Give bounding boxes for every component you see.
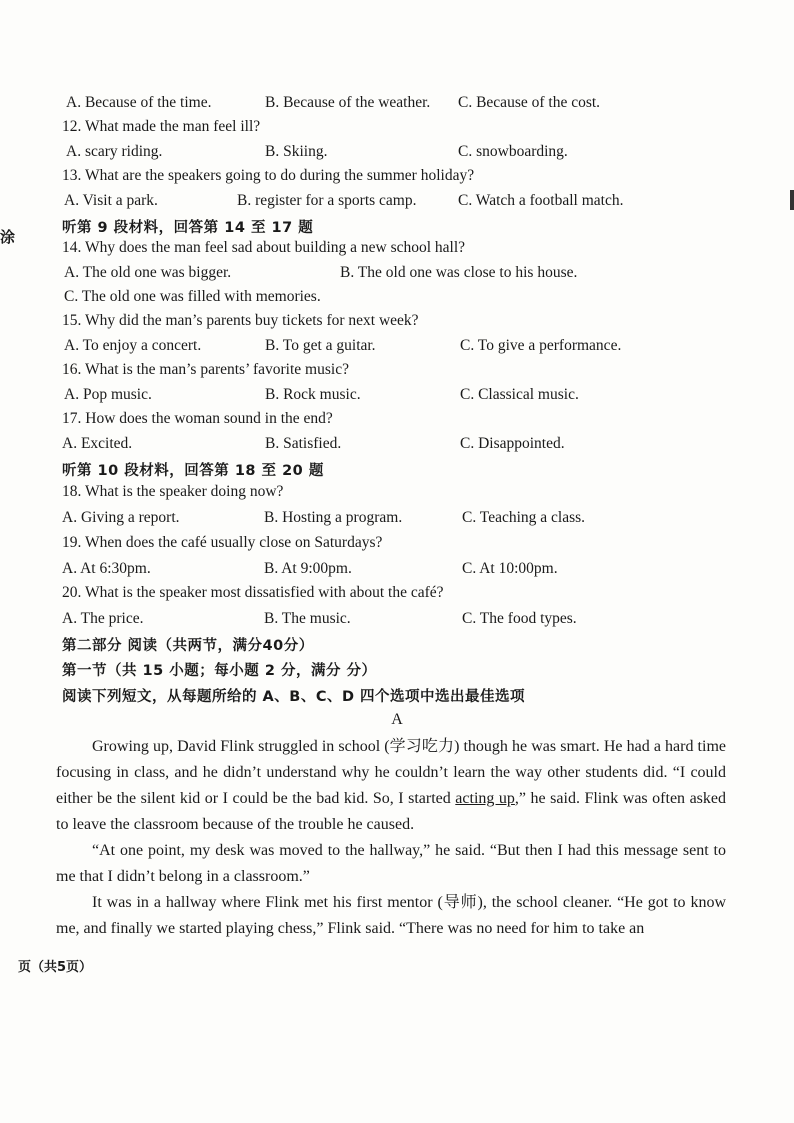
option-a: A. Visit a park.	[64, 192, 158, 209]
passage-paragraph-2: “At one point, my desk was moved to the hallway,” he said. “But then I had this message sent to me that I didn’t belong in a classroom.”	[56, 842, 726, 885]
option-a: A. At 6:30pm.	[62, 560, 151, 577]
option-c: C. Disappointed.	[460, 435, 565, 452]
option-c: C. Watch a football match.	[458, 192, 624, 209]
option-b: B. Because of the weather.	[265, 94, 431, 111]
option-c: C. The food types.	[462, 610, 577, 627]
option-c: C. Teaching a class.	[462, 509, 586, 526]
section-1-heading: 第一节（共 15 小题；每小题 2 分，满分 分）	[62, 663, 377, 679]
paragraph-1-text-end: ,” he said. Flink was often asked to leave the classroom because of the trouble he caused.	[56, 790, 727, 833]
option-b: B. The old one was close to his house.	[340, 264, 578, 281]
q13-options	[0, 192, 794, 214]
q16-options	[0, 386, 794, 408]
q17-options	[0, 435, 794, 457]
option-c: C. Classical music.	[460, 386, 579, 403]
option-a: A. To enjoy a concert.	[64, 337, 202, 354]
question-14: 14. Why does the man feel sad about building a new school hall?	[62, 239, 466, 256]
option-a: A. The price.	[62, 610, 144, 627]
passage-paragraph-3: It was in a hallway where Flink met his first mentor (导师), the school cleaner. “He got to know me, and finally we started playing chess,” Flink said. “There was no need for him to take an	[56, 894, 726, 937]
option-a: A. The old one was bigger.	[64, 264, 232, 281]
q19-options	[0, 560, 794, 582]
option-a: A. Excited.	[62, 435, 133, 452]
option-c: C. snowboarding.	[458, 143, 568, 160]
option-b: B. To get a guitar.	[265, 337, 376, 354]
option-c: C. At 10:00pm.	[462, 560, 558, 577]
option-b: B. register for a sports camp.	[237, 192, 417, 209]
passage-paragraph-1	[56, 734, 726, 838]
option-c: C. The old one was filled with memories.	[64, 288, 321, 305]
question-15: 15. Why did the man’s parents buy tickets for next week?	[62, 312, 419, 329]
question-19: 19. When does the café usually close on Saturdays?	[62, 534, 383, 551]
question-20: 20. What is the speaker most dissatisfied with about the café?	[62, 584, 444, 601]
part-2-heading: 第二部分 阅读（共两节，满分40分）	[62, 638, 314, 654]
underlined-phrase: acting up	[455, 790, 515, 807]
question-17: 17. How does the woman sound in the end?	[62, 410, 333, 427]
question-16: 16. What is the man’s parents’ favorite music?	[62, 361, 349, 378]
option-b: B. The music.	[264, 610, 351, 627]
q18-options	[0, 509, 794, 531]
option-a: A. Pop music.	[64, 386, 152, 403]
question-18: 18. What is the speaker doing now?	[62, 483, 284, 500]
option-a: A. Giving a report.	[62, 509, 180, 526]
option-b: B. Skiing.	[265, 143, 328, 160]
section-10-instruction: 听第 10 段材料，回答第 18 至 20 题	[62, 463, 324, 479]
question-12: 12. What made the man feel ill?	[62, 118, 261, 135]
q11-options	[0, 94, 794, 116]
question-13: 13. What are the speakers going to do during the summer holiday?	[62, 167, 475, 184]
q14-options-row2	[0, 288, 794, 310]
option-b: B. At 9:00pm.	[264, 560, 352, 577]
paragraph-1-text: Growing up, David Flink struggled in school (学习吃力) though he was smart. He had a hard time focusing in class, and he didn’t understand why he couldn’t learn the way other students did. “I could either be the silent kid or I could be the bad kid. So, I started	[56, 738, 726, 807]
q15-options	[0, 337, 794, 359]
option-b: B. Satisfied.	[265, 435, 342, 452]
option-b: B. Hosting a program.	[264, 509, 403, 526]
page-footer: 页（共5页）	[18, 960, 93, 975]
option-a: A. Because of the time.	[66, 94, 212, 111]
q12-options	[0, 143, 794, 165]
reading-instructions: 阅读下列短文，从每题所给的 A、B、C、D 四个选项中选出最佳选项	[62, 689, 526, 705]
option-c: C. To give a performance.	[460, 337, 622, 354]
option-b: B. Rock music.	[265, 386, 361, 403]
passage-label: A	[391, 711, 403, 728]
q14-options	[0, 264, 794, 286]
option-c: C. Because of the cost.	[458, 94, 601, 111]
section-9-instruction: 听第 9 段材料，回答第 14 至 17 题	[62, 220, 314, 236]
side-margin-mark: 涂	[0, 230, 17, 246]
option-a: A. scary riding.	[66, 143, 163, 160]
q20-options	[0, 610, 794, 632]
